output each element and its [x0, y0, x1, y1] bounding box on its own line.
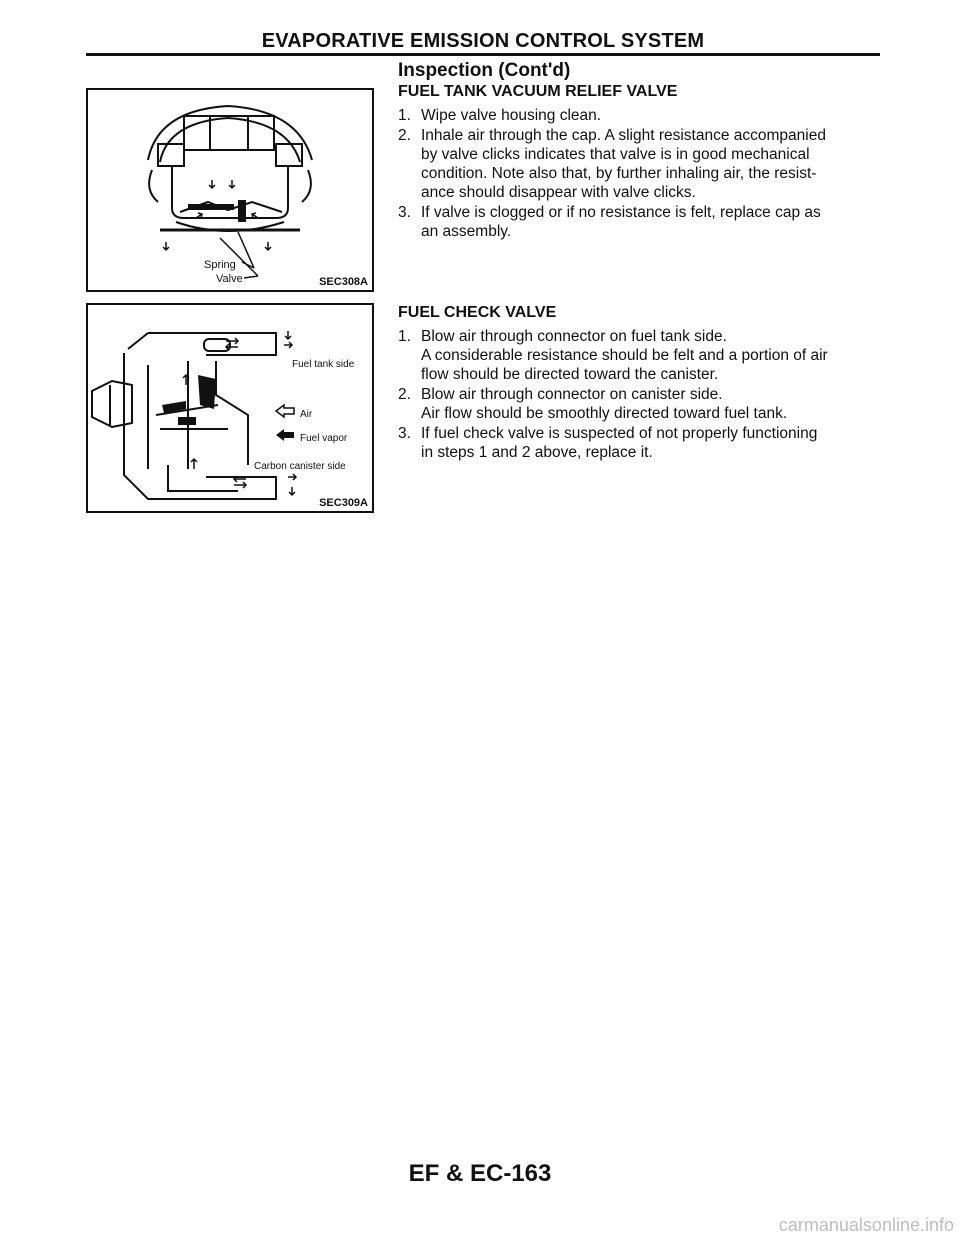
- step-text: an assembly.: [421, 223, 512, 240]
- fuel-vapor-arrow-icon: [276, 429, 294, 441]
- figure-vacuum-relief-valve: [86, 88, 374, 292]
- list-item: [398, 126, 888, 202]
- figure-code: SEC308A: [319, 276, 368, 288]
- check-valve-diagram: [88, 305, 372, 511]
- cap-diagram: [88, 90, 372, 290]
- air-arrow-icon: [276, 405, 294, 417]
- step-text: A considerable resistance should be felt and a portion of air: [421, 347, 828, 364]
- valve-label: Valve: [216, 273, 243, 285]
- vacuum-relief-heading: FUEL TANK VACUUM RELIEF VALVE: [398, 83, 678, 100]
- page-header: EVAPORATIVE EMISSION CONTROL SYSTEM: [261, 30, 705, 52]
- page-number: EF & EC-163: [408, 1160, 552, 1187]
- check-valve-heading: FUEL CHECK VALVE: [398, 304, 557, 321]
- check-valve-steps: [398, 327, 888, 462]
- check-valve-section: [398, 303, 888, 463]
- step-text: condition. Note also that, by further inhaling air, the resist-: [421, 165, 817, 182]
- step-number: 1.: [398, 328, 411, 345]
- section-title: Inspection (Cont'd): [398, 60, 571, 81]
- spring-label: Spring: [204, 259, 236, 271]
- step-text: Wipe valve housing clean.: [421, 107, 602, 124]
- header-rule: [86, 53, 880, 56]
- step-number: 2.: [398, 386, 411, 403]
- vacuum-relief-steps: [398, 106, 888, 241]
- list-item: [398, 106, 888, 125]
- figure-code: SEC309A: [319, 497, 368, 509]
- step-number: 2.: [398, 127, 411, 144]
- step-text: Inhale air through the cap. A slight resistance accompanied: [421, 127, 826, 144]
- step-text: Air flow should be smoothly directed toward fuel tank.: [421, 405, 788, 422]
- step-number: 3.: [398, 204, 411, 221]
- vacuum-relief-section: [398, 61, 888, 242]
- list-item: [398, 327, 888, 384]
- step-number: 1.: [398, 107, 411, 124]
- step-text: If valve is clogged or if no resistance is felt, replace cap as: [421, 204, 821, 221]
- air-label: Air: [300, 409, 313, 420]
- carbon-canister-side-label: Carbon canister side: [254, 461, 346, 472]
- step-number: 3.: [398, 425, 411, 442]
- step-text: Blow air through connector on canister side.: [421, 386, 723, 403]
- step-text: by valve clicks indicates that valve is in good mechanical: [421, 146, 810, 163]
- fuel-tank-side-label: Fuel tank side: [292, 359, 355, 370]
- list-item: [398, 385, 888, 423]
- figure-fuel-check-valve: [86, 303, 374, 513]
- list-item: [398, 203, 888, 241]
- watermark[interactable]: carmanualsonline.info: [778, 1215, 954, 1235]
- fuel-vapor-label: Fuel vapor: [300, 433, 348, 444]
- step-text: If fuel check valve is suspected of not properly functioning: [421, 425, 818, 442]
- step-text: Blow air through connector on fuel tank side.: [421, 328, 727, 345]
- step-text: flow should be directed toward the canister.: [421, 366, 719, 383]
- step-text: in steps 1 and 2 above, replace it.: [421, 444, 653, 461]
- list-item: [398, 424, 888, 462]
- step-text: ance should disappear with valve clicks.: [421, 184, 696, 201]
